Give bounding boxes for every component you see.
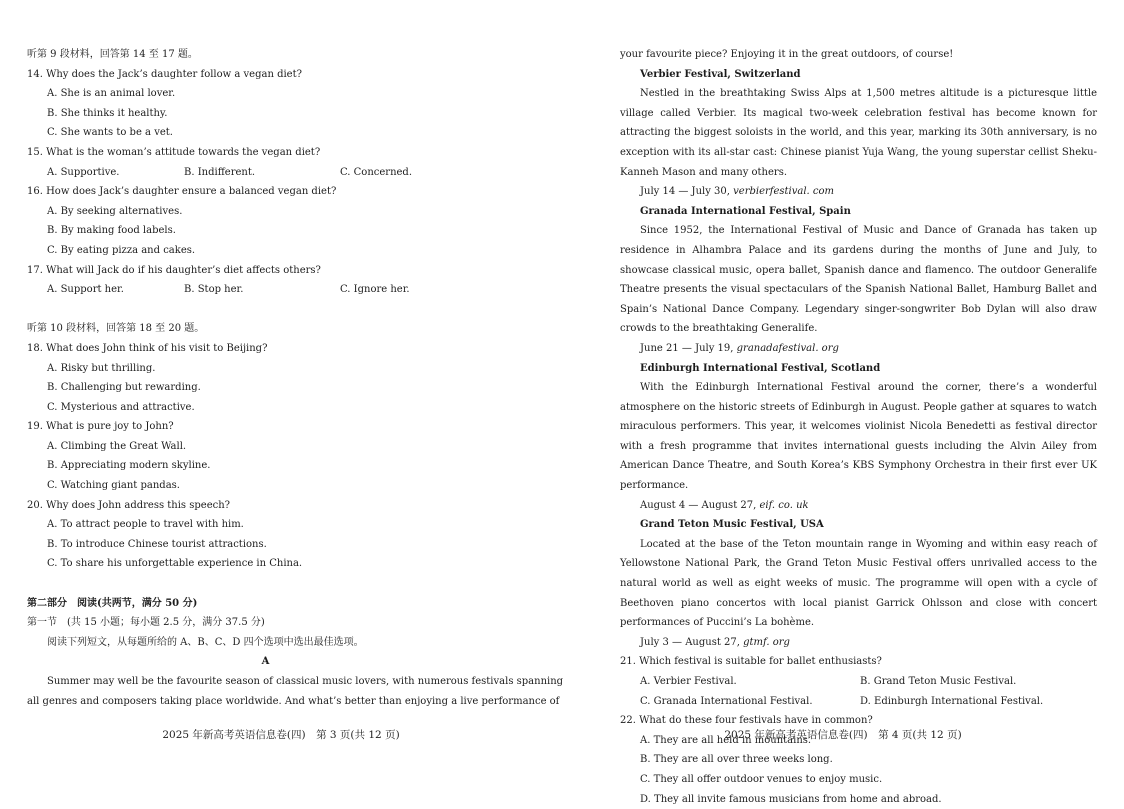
question-stem: 20. Why does John address this speech? — [27, 499, 231, 511]
passage-text-line: Summer may well be the favourite season of classical music lovers, with numerous festivals spanning — [47, 676, 564, 687]
festival-dates — [620, 182, 1097, 202]
festival-title: Granada International Festival, Spain — [640, 205, 851, 217]
answer-option: B. Grand Teton Music Festival. — [860, 676, 1017, 687]
question-stem: 14. Why does the Jack’s daughter follow a vegan diet? — [27, 68, 302, 80]
answer-option: A. Climbing the Great Wall. — [47, 440, 187, 452]
festival-description — [620, 535, 1097, 633]
dates-text: August 4 — August 27, — [640, 499, 760, 511]
left-page — [0, 0, 562, 800]
passage-text-line: all genres and composers taking place worldwide. And what’s better than enjoying a live performance of — [27, 695, 560, 707]
answer-options-row — [620, 692, 1097, 712]
answer-option: C. To share his unforgettable experience in China. — [47, 558, 303, 570]
festival-dates — [620, 339, 1097, 359]
answer-option: C. By eating pizza and cakes. — [47, 244, 196, 256]
answer-option: B. By making food labels. — [47, 225, 176, 237]
answer-option: B. Appreciating modern skyline. — [47, 460, 211, 472]
answer-option: A. Support her. — [47, 284, 124, 296]
answer-option: C. Concerned. — [340, 166, 413, 178]
page-footer: 2025 年新高考英语信息卷(四) 第 4 页(共 12 页) — [724, 729, 962, 741]
section-title: 第一节 (共 15 小题；每小题 2.5 分，满分 37.5 分) — [27, 617, 265, 629]
question-stem: 17. What will Jack do if his daughter’s diet affects others? — [27, 264, 321, 276]
passage-label: A — [261, 656, 270, 668]
dates-text: June 21 — July 19, — [640, 342, 737, 354]
answer-option: C. They all offer outdoor venues to enjoy music. — [640, 773, 883, 785]
answer-option: A. Verbier Festival. — [640, 676, 737, 687]
answer-option: B. Indifferent. — [184, 166, 256, 178]
answer-option: C. Granada International Festival. — [640, 695, 813, 707]
festival-title: Edinburgh International Festival, Scotland — [640, 362, 881, 374]
passage-text-line: your favourite piece? Enjoying it in the great outdoors, of course! — [620, 49, 954, 60]
answer-option: B. They are all over three weeks long. — [640, 754, 833, 766]
answer-option: B. Challenging but rewarding. — [47, 382, 201, 394]
answer-option: C. Ignore her. — [340, 284, 410, 296]
answer-option: D. They all invite famous musicians from home and abroad. — [640, 793, 942, 805]
festival-text: Nestled in the breathtaking Swiss Alps at 1,500 metres altitude is a picturesque little village called Verbier. Its magical two-week celebration festival has become known for attracting the biggest soloists in the world, and this year, marking its 30th anniversary, is no exception with its all-star cast: Chinese pianist Yuja Wang, the young superstar cellist Sheku-Kanneh Mason and many others. — [620, 88, 1097, 178]
answer-option: B. She thinks it healthy. — [47, 107, 168, 119]
section-header: 听第 9 段材料，回答第 14 至 17 题。 — [27, 49, 198, 60]
answer-options-row — [620, 672, 1097, 692]
answer-option: A. She is an animal lover. — [47, 88, 176, 100]
part-title: 第二部分 阅读(共两节，满分 50 分) — [27, 597, 198, 609]
dates-text: July 14 — July 30, — [640, 186, 734, 198]
festival-description — [620, 221, 1097, 339]
answer-option: A. By seeking alternatives. — [47, 205, 183, 217]
answer-option: B. To introduce Chinese tourist attractions. — [47, 538, 267, 550]
question-stem: 22. What do these four festivals have in common? — [620, 715, 873, 727]
festival-text: Since 1952, the International Festival of Music and Dance of Granada has taken up residence in Alhambra Palace and its gardens during the months of June and July, to showcase classical music, opera ballet, Spanish dance and flamenco. The outdoor Generalife Theatre presents the visual spectaculars of the Spanish National Ballet, Hamburg Ballet and Spain’s National Dance Company. Legendary singer-songwriter Bob Dylan will also draw crowds to the breathtaking Generalife. — [620, 225, 1097, 335]
question-stem: 16. How does Jack’s daughter ensure a balanced vegan diet? — [27, 186, 337, 198]
answer-option: B. Stop her. — [184, 284, 244, 296]
answer-option: A. Supportive. — [47, 166, 120, 178]
question-stem: 18. What does John think of his visit to Beijing? — [27, 342, 268, 354]
festival-dates — [620, 496, 1097, 516]
page-footer: 2025 年新高考英语信息卷(四) 第 3 页(共 12 页) — [162, 729, 400, 741]
answer-option: A. To attract people to travel with him. — [47, 519, 244, 531]
answer-option: C. Watching giant pandas. — [47, 480, 180, 492]
festival-description — [620, 84, 1097, 182]
dates-text: July 3 — August 27, — [640, 636, 744, 648]
website-text: granadafestival. org — [736, 342, 839, 354]
answer-options-row — [27, 163, 504, 183]
question-stem: 21. Which festival is suitable for ballet enthusiasts? — [620, 656, 882, 668]
festival-text: With the Edinburgh International Festival around the corner, there’s a wonderful atmosphere on the historic streets of Edinburgh in August. People gather at squares to watch miraculous performers. This year, it welcomes violinist Nicola Benedetti as festival director with a fresh programme that invites international guests including the Alvin Ailey from American Dance Theatre, and South Korea’s KBS Symphony Orchestra in their first ever UK performance. — [620, 382, 1097, 492]
answer-option: A. They are all held in mountains. — [640, 734, 812, 746]
answer-option: D. Edinburgh International Festival. — [860, 695, 1044, 707]
question-stem: 15. What is the woman’s attitude towards the vegan diet? — [27, 146, 321, 158]
question-stem: 19. What is pure joy to John? — [27, 421, 174, 433]
instructions: 阅读下列短文，从每题所给的 A、B、C、D 四个选项中选出最佳选项。 — [47, 636, 364, 648]
website-text: eif. co. uk — [759, 499, 809, 511]
festival-title: Grand Teton Music Festival, USA — [640, 519, 824, 531]
answer-option: C. Mysterious and attractive. — [47, 401, 195, 413]
section-header: 听第 10 段材料，回答第 18 至 20 题。 — [27, 323, 205, 335]
festival-dates — [620, 633, 1097, 653]
answer-option: A. Risky but thrilling. — [47, 362, 156, 374]
right-page — [562, 0, 1124, 805]
festival-text: Located at the base of the Teton mountain range in Wyoming and within easy reach of Yellowstone National Park, the Grand Teton Music Festival offers unrivalled access to the natural world as well as eight weeks of music. The programme will open with a cycle of Beethoven piano concertos with local pianist Garrick Ohlsson and close with concert performances of Puccini’s La bohème. — [620, 538, 1097, 629]
answer-option: C. She wants to be a vet. — [47, 127, 173, 139]
festival-title: Verbier Festival, Switzerland — [640, 68, 801, 80]
festival-description — [620, 378, 1097, 496]
answer-options-row — [27, 280, 504, 300]
website-text: gtmf. org — [743, 636, 790, 648]
website-text: verbierfestival. com — [733, 186, 835, 198]
